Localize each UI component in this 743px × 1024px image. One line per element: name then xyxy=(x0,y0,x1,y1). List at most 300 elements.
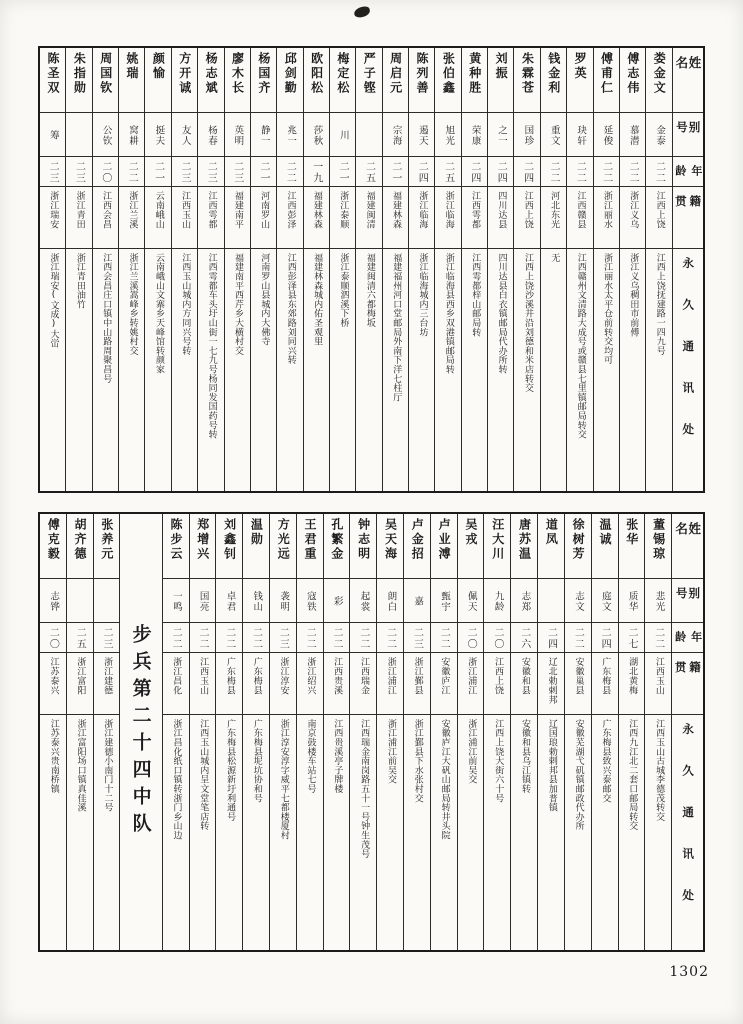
person-name: 方开诚 xyxy=(177,52,192,96)
person-age: 二三 xyxy=(66,156,91,186)
person-native: 河北东光 xyxy=(541,186,566,248)
person-alias: 嘉 xyxy=(404,578,430,622)
person-column xyxy=(537,514,564,950)
person-address: 江西上饶抚建路一四九号 xyxy=(646,248,671,491)
person-alias: 之一 xyxy=(488,112,513,156)
person-native: 江西玉山 xyxy=(172,186,197,248)
person-native: 广东梅县 xyxy=(243,652,269,714)
person-column xyxy=(189,514,216,950)
person-alias: 川 xyxy=(330,112,355,156)
person-native: 广东梅县 xyxy=(216,652,242,714)
person-age: 二三 xyxy=(404,622,430,652)
roster-table-top xyxy=(38,46,705,493)
person-column xyxy=(513,48,539,491)
header-cell-native xyxy=(672,652,703,714)
person-native: 江西会昌 xyxy=(93,186,118,248)
person-alias: 朗白 xyxy=(377,578,403,622)
person-age: 二一 xyxy=(145,156,170,186)
person-native: 福建林森 xyxy=(383,186,408,248)
header-label-alias: 别号 xyxy=(674,121,702,143)
person-address: 辽国琅勅剌邦县加普镇 xyxy=(538,714,564,950)
person-column xyxy=(593,48,619,491)
header-cell-name xyxy=(673,48,703,112)
person-alias: 彩 xyxy=(324,578,350,622)
person-native: 江西赣县 xyxy=(567,186,592,248)
person-native: 江西上饶 xyxy=(646,186,671,248)
person-native: 浙江绍兴 xyxy=(297,652,323,714)
person-name: 张华 xyxy=(624,518,639,547)
person-alias xyxy=(538,578,564,622)
header-label-age: 年龄 xyxy=(673,165,703,178)
roster-table-bottom xyxy=(38,512,705,952)
person-address: 浙江浦江前吴交 xyxy=(458,714,484,950)
ink-smudge xyxy=(353,5,371,18)
person-name: 方光远 xyxy=(276,518,291,562)
person-native: 安徽巢县 xyxy=(565,652,591,714)
person-address: 河南罗山县城内大佛寺 xyxy=(251,248,276,491)
person-age: 二二 xyxy=(377,622,403,652)
person-column xyxy=(376,514,403,950)
person-column xyxy=(457,514,484,950)
person-name: 欧阳松 xyxy=(309,52,324,96)
person-age: 二二 xyxy=(645,622,671,652)
person-alias: 九龄 xyxy=(484,578,510,622)
person-address: 江西赣州文清路大成号或赣县七里镇邮局转交 xyxy=(567,248,592,491)
person-age: 二二 xyxy=(190,622,216,652)
person-name: 娄金文 xyxy=(652,52,667,96)
person-name: 陈列善 xyxy=(415,52,429,96)
person-age: 二二 xyxy=(620,156,645,186)
person-column xyxy=(296,514,323,950)
person-name: 周启元 xyxy=(388,52,403,96)
person-native: 浙江浦江 xyxy=(377,652,403,714)
person-name: 卢业溥 xyxy=(437,518,452,562)
person-address: 浙江临海县西乡双港镇邮局转 xyxy=(435,248,460,491)
person-alias: 一鸣 xyxy=(163,578,189,622)
person-age: 二二 xyxy=(277,156,302,186)
person-age: 二二 xyxy=(119,156,144,186)
person-age: 二三 xyxy=(172,156,197,186)
person-address: 四川达县白衣镇邮局代办所转 xyxy=(488,248,513,491)
person-alias: 佩天 xyxy=(458,578,484,622)
person-age: 二一 xyxy=(251,156,276,186)
person-column xyxy=(564,514,591,950)
person-alias: 延俊 xyxy=(594,112,619,156)
person-alias: 卓君 xyxy=(216,578,242,622)
person-column xyxy=(355,48,381,491)
header-cell-native xyxy=(673,186,703,248)
person-native: 浙江丽水 xyxy=(594,186,619,248)
person-age: 二〇 xyxy=(458,622,484,652)
person-age: 二三 xyxy=(270,622,296,652)
person-age: 二三 xyxy=(94,622,120,652)
person-age: 二三 xyxy=(198,156,223,186)
person-native: 江西玉山 xyxy=(190,652,216,714)
person-native: 江西上饶 xyxy=(514,186,539,248)
person-address: 广东梅县松源新圩利通号 xyxy=(216,714,242,950)
person-native: 浙江瑞安 xyxy=(40,186,65,248)
header-column-top xyxy=(672,48,703,491)
person-address: 云南峨山文寨乡天峰馆转颜家 xyxy=(145,248,170,491)
person-name: 严子铿 xyxy=(362,52,377,96)
header-cell-alias xyxy=(673,112,703,156)
person-alias xyxy=(67,578,93,622)
header-cell-alias xyxy=(672,578,703,622)
person-age: 二二 xyxy=(565,622,591,652)
person-alias xyxy=(66,112,91,156)
person-column xyxy=(269,514,296,950)
person-alias: 重文 xyxy=(541,112,566,156)
person-alias: 莎秋 xyxy=(304,112,329,156)
person-native: 安徽庐江 xyxy=(431,652,457,714)
person-column xyxy=(224,48,250,491)
header-cell-address xyxy=(673,248,703,491)
header-label-address: 永久通讯处 xyxy=(681,257,696,465)
person-age: 二二 xyxy=(594,156,619,186)
person-alias: 志文 xyxy=(565,578,591,622)
person-native: 浙江义乌 xyxy=(620,186,645,248)
person-column xyxy=(403,514,430,950)
person-age: 二七 xyxy=(619,622,645,652)
person-native: 四川达县 xyxy=(488,186,513,248)
header-label-alias: 别号 xyxy=(674,587,702,609)
person-column xyxy=(40,514,66,950)
person-alias xyxy=(94,578,120,622)
person-age: 二〇 xyxy=(484,622,510,652)
person-native: 浙江青田 xyxy=(66,186,91,248)
person-address: 福建林森城内佑圣观里 xyxy=(304,248,329,491)
person-native: 浙江浦江 xyxy=(458,652,484,714)
person-name: 梅定松 xyxy=(335,52,350,96)
person-address: 江西上饶大街六十号 xyxy=(484,714,510,950)
person-native: 江西瑞金 xyxy=(350,652,376,714)
person-alias: 质华 xyxy=(619,578,645,622)
person-address: 安徽和县乌江镇转 xyxy=(511,714,537,950)
header-label-name: 姓名 xyxy=(673,56,702,93)
person-column xyxy=(118,48,144,491)
unit-title-column xyxy=(119,514,161,950)
person-column xyxy=(276,48,302,491)
person-column xyxy=(66,514,93,950)
person-name: 唐苏温 xyxy=(517,518,532,562)
person-native: 河南罗山 xyxy=(251,186,276,248)
person-column xyxy=(303,48,329,491)
person-column xyxy=(430,514,457,950)
person-age: 二二 xyxy=(216,622,242,652)
person-native: 江西彭泽 xyxy=(277,186,302,248)
person-column xyxy=(162,514,189,950)
person-age: 二二 xyxy=(324,622,350,652)
person-alias: 慕潜 xyxy=(620,112,645,156)
person-name: 董锡琼 xyxy=(651,518,666,562)
person-name: 姚瑞 xyxy=(125,52,140,81)
person-name: 周国钦 xyxy=(98,52,113,96)
person-name: 卢金招 xyxy=(410,518,425,562)
person-alias: 窝耕 xyxy=(119,112,144,156)
person-age: 二〇 xyxy=(40,622,66,652)
person-alias: 志铧 xyxy=(40,578,66,622)
person-alias: 杨春 xyxy=(198,112,223,156)
person-name: 道凤 xyxy=(544,518,559,547)
person-address: 南京鼓楼车站七号 xyxy=(297,714,323,950)
person-age: 二二 xyxy=(297,622,323,652)
person-column xyxy=(242,514,269,950)
person-address: 浙江义乌稠田市前傅 xyxy=(620,248,645,491)
person-address: 江西瑞金南岗路五十一号钟生茂号 xyxy=(350,714,376,950)
person-name: 颜愉 xyxy=(151,52,166,81)
person-name: 张伯鑫 xyxy=(441,52,456,96)
person-alias: 公钦 xyxy=(93,112,118,156)
person-address: 浙江鄞县下水张村交 xyxy=(404,714,430,950)
person-native: 浙江临海 xyxy=(435,186,460,248)
person-age: 二四 xyxy=(462,156,487,186)
person-name: 王君重 xyxy=(303,518,317,562)
person-alias: 英明 xyxy=(225,112,250,156)
person-alias: 旭光 xyxy=(435,112,460,156)
person-native: 浙江昌化 xyxy=(163,652,189,714)
person-name: 胡齐德 xyxy=(73,518,88,562)
person-name: 杨志斌 xyxy=(204,52,219,96)
person-name: 刘鑫钊 xyxy=(222,518,237,562)
header-label-native: 籍贯 xyxy=(673,661,703,695)
person-age: 二二 xyxy=(350,622,376,652)
person-age: 二一 xyxy=(330,156,355,186)
person-column xyxy=(349,514,376,950)
person-address: 福建闽清六都梅坂 xyxy=(356,248,381,491)
header-label-age: 年龄 xyxy=(673,631,703,644)
person-column xyxy=(591,514,618,950)
person-age: 二五 xyxy=(435,156,460,186)
person-address: 江西彭泽县东郊路刘同兴转 xyxy=(277,248,302,491)
person-name: 陈圣双 xyxy=(45,52,60,96)
person-alias: 友人 xyxy=(172,112,197,156)
header-cell-address xyxy=(672,714,703,950)
person-alias: 宗海 xyxy=(383,112,408,156)
person-native: 江西玉山 xyxy=(645,652,671,714)
person-age: 二四 xyxy=(592,622,618,652)
person-native: 浙江临海 xyxy=(409,186,434,248)
person-address: 浙江富阳场口镇真佳溪 xyxy=(67,714,93,950)
person-alias: 甄宇 xyxy=(431,578,457,622)
person-name: 张养元 xyxy=(99,518,114,562)
person-address: 江西上饶沙溪井沿刘德和米店转交 xyxy=(514,248,539,491)
person-column xyxy=(215,514,242,950)
person-name: 傅志伟 xyxy=(625,52,640,96)
person-alias: 金泰 xyxy=(646,112,671,156)
person-age: 二六 xyxy=(511,622,537,652)
header-label-address: 永久通讯处 xyxy=(681,723,696,931)
person-alias: 国亮 xyxy=(190,578,216,622)
person-native: 辽北勅剌邦 xyxy=(538,652,564,714)
person-address: 浙江建德小南门十二号 xyxy=(94,714,120,950)
person-native: 江苏泰兴 xyxy=(40,652,66,714)
person-address: 江西贵溪亭子牌楼 xyxy=(324,714,350,950)
person-name: 朱霖苍 xyxy=(520,52,535,96)
person-age: 二〇 xyxy=(93,156,118,186)
person-age: 二一 xyxy=(383,156,408,186)
person-alias xyxy=(356,112,381,156)
person-column xyxy=(323,514,350,950)
person-address: 江西雩都车头圩山街一七九号杨同发国药号转 xyxy=(198,248,223,491)
person-address: 江西玉山古城李德茂转交 xyxy=(645,714,671,950)
person-alias: 荣康 xyxy=(462,112,487,156)
person-column xyxy=(644,514,671,950)
person-column xyxy=(144,48,170,491)
person-column xyxy=(408,48,434,491)
person-name: 汪大川 xyxy=(490,518,505,562)
person-age: 二五 xyxy=(67,622,93,652)
person-column xyxy=(461,48,487,491)
person-native: 浙江淳安 xyxy=(270,652,296,714)
person-column xyxy=(197,48,223,491)
person-native: 江西上饶 xyxy=(484,652,510,714)
person-name: 陈步云 xyxy=(168,518,183,562)
person-address: 福建南平西芹乡大横村交 xyxy=(225,248,250,491)
person-age: 二三 xyxy=(40,156,65,186)
person-address: 浙江泰顺泗溪下桥 xyxy=(330,248,355,491)
person-name: 廖木长 xyxy=(230,52,245,96)
person-address: 江西玉山城内呈文堂笔店转 xyxy=(190,714,216,950)
person-address: 江西玉山城内方同兴号转 xyxy=(172,248,197,491)
person-column xyxy=(487,48,513,491)
unit-title: 步兵第二十四中队 xyxy=(129,624,152,840)
person-name: 刘振 xyxy=(494,52,509,81)
person-name: 黄种胜 xyxy=(467,52,482,96)
person-age: 二四 xyxy=(514,156,539,186)
person-address: 浙江瑞安(文成)大峃 xyxy=(40,248,65,491)
person-address: 江西会昌庄口镇中山路周聚昌号 xyxy=(93,248,118,491)
person-alias: 挺夫 xyxy=(145,112,170,156)
person-name: 钱金利 xyxy=(546,52,561,96)
person-name: 钟志明 xyxy=(356,518,371,562)
person-native: 湖北黄梅 xyxy=(619,652,645,714)
person-column xyxy=(618,514,645,950)
person-address: 浙江昌化纸口镇转浙门乡山边 xyxy=(163,714,189,950)
person-age: 二二 xyxy=(163,622,189,652)
person-alias: 遏天 xyxy=(409,112,434,156)
person-address: 浙江浦江前吴交 xyxy=(377,714,403,950)
person-address: 江西雩都梓山邮局转 xyxy=(462,248,487,491)
person-age: 二五 xyxy=(356,156,381,186)
person-native: 江西雩都 xyxy=(198,186,223,248)
person-age: 二四 xyxy=(488,156,513,186)
person-native: 福建闽清 xyxy=(356,186,381,248)
person-address: 浙江兰溪嵩峰乡转姚村交 xyxy=(119,248,144,491)
person-age: 二四 xyxy=(538,622,564,652)
person-column xyxy=(171,48,197,491)
person-column xyxy=(329,48,355,491)
person-column xyxy=(92,48,118,491)
person-native: 安徽和县 xyxy=(511,652,537,714)
person-name: 邱剑勤 xyxy=(283,52,298,96)
person-address: 广东梅县致兴泰邮交 xyxy=(592,714,618,950)
person-address: 江苏泰兴贵南桥镇 xyxy=(40,714,66,950)
person-native: 云南峨山 xyxy=(145,186,170,248)
header-cell-age xyxy=(672,622,703,652)
person-alias: 志郑 xyxy=(511,578,537,622)
person-alias: 静一 xyxy=(251,112,276,156)
person-alias: 悲光 xyxy=(645,578,671,622)
person-native: 浙江建德 xyxy=(94,652,120,714)
person-native: 江西雩都 xyxy=(462,186,487,248)
person-native: 浙江泰顺 xyxy=(330,186,355,248)
person-name: 杨国齐 xyxy=(256,52,271,96)
person-column xyxy=(510,514,537,950)
person-address: 安徽庐江大矾山邮局转井头院 xyxy=(431,714,457,950)
person-column xyxy=(40,48,65,491)
person-age: 二四 xyxy=(409,156,434,186)
person-name: 傅克毅 xyxy=(46,518,61,562)
person-column xyxy=(434,48,460,491)
person-address: 江西九江北二套口邮局转交 xyxy=(619,714,645,950)
person-address: 广东梅县坭坑协和号 xyxy=(243,714,269,950)
person-age: 二二 xyxy=(243,622,269,652)
person-alias: 寇铁 xyxy=(297,578,323,622)
person-name: 吴戎 xyxy=(463,518,478,547)
person-name: 温勋 xyxy=(249,518,264,547)
person-alias: 起裳 xyxy=(350,578,376,622)
person-name: 朱指勋 xyxy=(72,52,87,96)
person-name: 徐树芳 xyxy=(571,518,586,562)
person-native: 福建南平 xyxy=(225,186,250,248)
person-age: 二三 xyxy=(225,156,250,186)
header-cell-name xyxy=(672,514,703,578)
person-age: 二二 xyxy=(567,156,592,186)
person-address: 无 xyxy=(541,248,566,491)
person-alias: 兆一 xyxy=(277,112,302,156)
person-name: 温诚 xyxy=(597,518,612,547)
person-name: 郑增兴 xyxy=(195,518,210,562)
person-alias: 筹 xyxy=(40,112,65,156)
person-alias: 玦轩 xyxy=(567,112,592,156)
person-age: 二二 xyxy=(431,622,457,652)
person-alias: 庭文 xyxy=(592,578,618,622)
person-native: 浙江鄞县 xyxy=(404,652,430,714)
person-alias: 钱山 xyxy=(243,578,269,622)
person-column xyxy=(483,514,510,950)
person-address: 浙江丽水太平仓前转交均可 xyxy=(594,248,619,491)
person-name: 罗英 xyxy=(573,52,588,81)
person-native: 江西贵溪 xyxy=(324,652,350,714)
person-address: 浙江淳安淳字威平七都楼厦村 xyxy=(270,714,296,950)
person-native: 浙江富阳 xyxy=(67,652,93,714)
person-address: 福建福州河口堂邮局外南下洋七柱厅 xyxy=(383,248,408,491)
header-cell-age xyxy=(673,156,703,186)
person-age: 一九 xyxy=(304,156,329,186)
person-column xyxy=(250,48,276,491)
person-native: 福建林森 xyxy=(304,186,329,248)
person-address: 浙江临海城内三台坊 xyxy=(409,248,434,491)
person-address: 安徽芜湖弋矶镇邮政代办所 xyxy=(565,714,591,950)
person-age: 二二 xyxy=(541,156,566,186)
person-native: 浙江兰溪 xyxy=(119,186,144,248)
person-name: 傅甫仁 xyxy=(599,52,614,96)
header-label-name: 姓名 xyxy=(673,522,702,559)
person-native: 广东梅县 xyxy=(592,652,618,714)
person-column xyxy=(619,48,645,491)
person-column xyxy=(566,48,592,491)
person-column xyxy=(65,48,91,491)
person-name: 孔繁金 xyxy=(329,518,344,562)
person-column xyxy=(540,48,566,491)
person-alias: 国珍 xyxy=(514,112,539,156)
person-alias: 袭明 xyxy=(270,578,296,622)
header-column-bottom xyxy=(671,514,703,950)
person-age: 二二 xyxy=(646,156,671,186)
person-name: 吴天海 xyxy=(383,518,398,562)
page-number: 1302 xyxy=(669,964,709,980)
header-label-native: 籍贯 xyxy=(673,195,703,229)
